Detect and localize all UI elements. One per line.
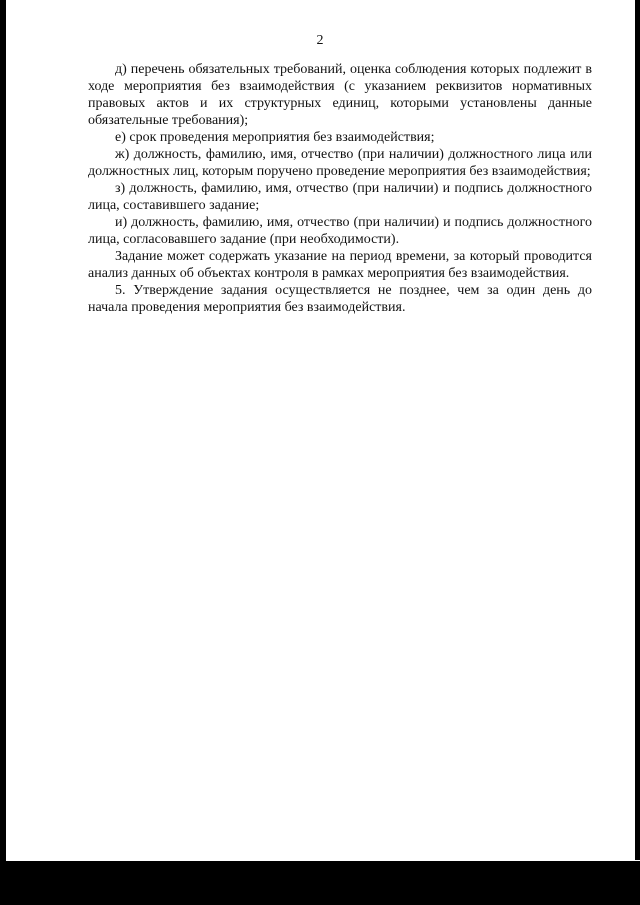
document-body <box>88 61 592 316</box>
scan-left-edge <box>0 0 6 905</box>
scan-bottom-band <box>0 861 640 905</box>
page-number: 2 <box>316 33 324 48</box>
scan-right-edge <box>635 0 640 860</box>
paragraph-item-5: 5. Утверждение задания осуществляется не позднее, чем за один день до начала проведения мероприятия без взаимодействия. <box>88 283 592 315</box>
paragraph-item-e: е) срок проведения мероприятия без взаимодействия; <box>115 130 435 145</box>
paragraph-period-note: Задание может содержать указание на период времени, за который проводится анализ данных об объектах контроля в рамках мероприятия без взаимодействия. <box>88 249 592 281</box>
paragraph-item-z: з) должность, фамилию, имя, отчество (при наличии) и подпись должностного лица, составившего задание; <box>88 181 592 213</box>
paragraph-item-i: и) должность, фамилию, имя, отчество (при наличии) и подпись должностного лица, согласовавшего задание (при необходимости). <box>88 215 592 247</box>
paragraph-item-zh: ж) должность, фамилию, имя, отчество (при наличии) должностного лица или должностных лиц, которым поручено проведение мероприятия без взаимодействия; <box>88 147 592 179</box>
paragraph-item-d: д) перечень обязательных требований, оценка соблюдения которых подлежит в ходе мероприятия без взаимодействия (с указанием реквизитов нормативных правовых актов и их структурных единиц, которыми установлены данные обязательные требования); <box>88 62 592 128</box>
